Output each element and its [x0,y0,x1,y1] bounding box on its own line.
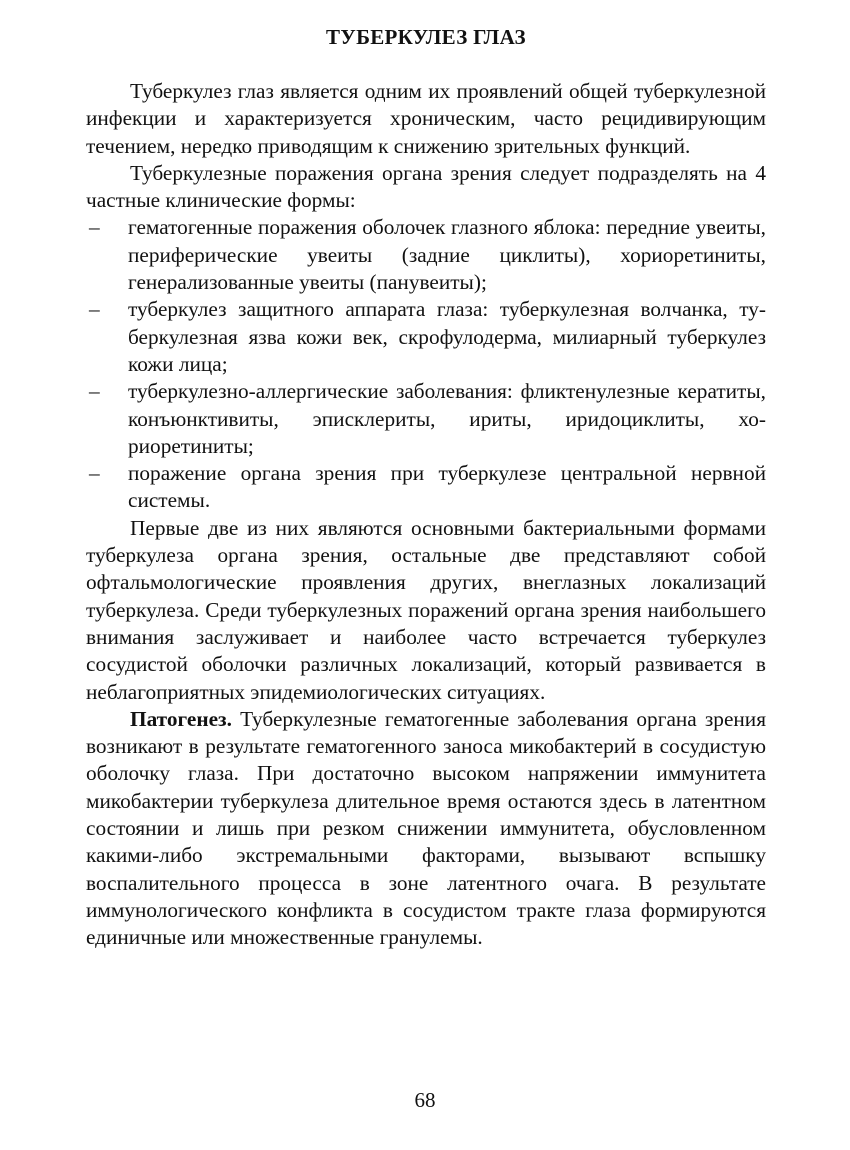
list-item [86,214,766,296]
page-number: 68 [414,1088,436,1112]
list-dash: – [89,297,100,322]
forms-intro-paragraph: Туберкулезные поражения органа зрения следует подразделять на 4 частные клинические формы: [86,160,766,213]
list-dash: – [89,379,100,404]
list-item-text: туберкулез защитного аппарата глаза: туберкулезная волчанка, туберкулезная язва кожи век, скрофулодерма, милиарный туберкулез кожи лица; [128,297,766,376]
document-title: ТУБЕРКУЛЕЗ ГЛАЗ [326,25,526,49]
list-item [86,460,766,515]
forms-summary-paragraph: Первые две из них являются основными бактериальными формами туберкулеза органа зрения, остальные две представляют собой офтальмологические проявления других, внеглазных локализаций туберкулеза. Среди туберкулезных поражений органа зрения наибольшего внимания заслуживает и наиболее часто встречается туберкулез сосудистой оболочки различных локализаций, который развивается в неблагоприятных эпидемиологических ситуациях. [86,515,766,704]
list-dash: – [89,215,100,240]
pathogenesis-heading: Патогенез. [130,706,232,731]
list-item [86,378,766,460]
clinical-forms-list [86,214,766,514]
pathogenesis-text: Туберкулезные гематогенные заболевания органа зрения возникают в результате гематогенного заноса микобактерий в сосудистую оболочку глаза. При достаточно высоком напряжении иммунитета микобактерии туберкулеза длительное время остаются здесь в латентном состоянии и лишь при резком снижении иммунитета, обусловленном какими-либо экстремальными факторами, вызывают вспышку воспалительного процесса в зоне латентного очага. В результате иммунологического конфликта в сосудистом тракте глаза формируются единичные или множественные гранулемы. [86,706,766,950]
list-item-text: туберкулезно-аллергические заболевания: фликтенулезные кератиты, конъюнктивиты, эписклериты, ириты, иридоциклиты, хориоретиниты; [128,379,766,458]
list-item [86,296,766,378]
list-item-text: поражение органа зрения при туберкулезе центральной нервной системы. [128,461,766,513]
intro-paragraph: Туберкулез глаз является одним их проявлений общей туберкулезной инфекции и характеризуется хроническим, часто рецидивирующим течением, нередко приводящим к снижению зрительных функций. [86,79,766,158]
document-page [86,24,766,952]
list-item-text: гематогенные поражения оболочек глазного яблока: передние увеиты, периферические увеиты (задние циклиты), хориоретиниты, генерализованные увеиты (панувеиты); [128,215,766,295]
pathogenesis-paragraph [86,706,766,952]
list-dash: – [89,461,100,486]
